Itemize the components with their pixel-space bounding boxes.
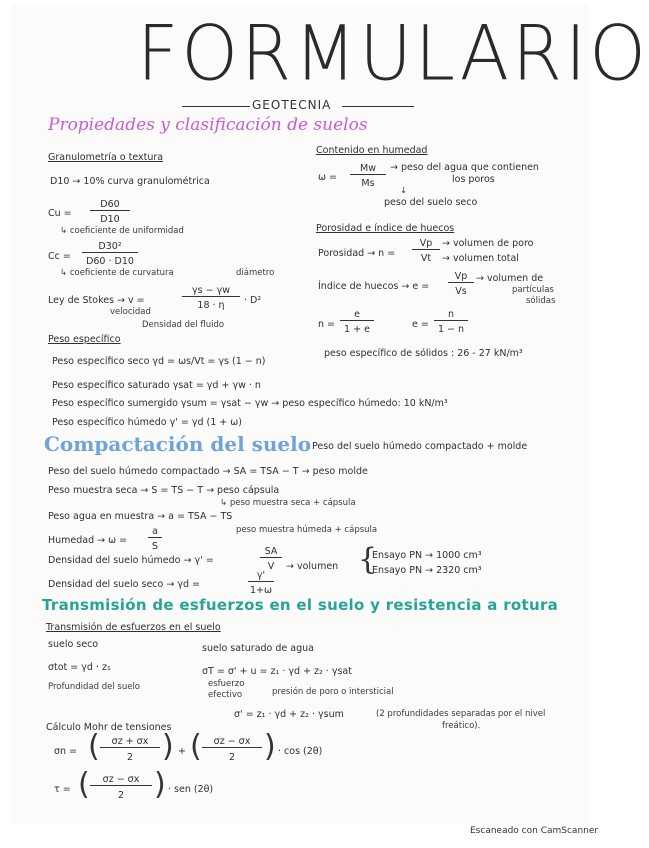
cc-denominator: D60 · D10 xyxy=(86,256,134,267)
unit-weight-label: Peso específico xyxy=(48,334,121,345)
cu-denominator: D10 xyxy=(100,214,120,225)
moisture-denominator: Ms xyxy=(361,178,375,189)
e-relation-symbol: e = xyxy=(412,319,429,330)
moisture-note-2: los poros xyxy=(452,174,495,185)
cc-note: ↳ coeficiente de curvatura xyxy=(60,268,174,278)
cu-note: ↳ coeficiente de uniformidad xyxy=(60,226,184,236)
n-relation-denominator: 1 + e xyxy=(344,324,370,335)
moisture-numerator: Mw xyxy=(350,163,386,175)
shear-stress-numerator: σz − σx xyxy=(90,774,152,786)
page-title: FORMULARIO xyxy=(137,8,649,98)
brace-icon: { xyxy=(358,542,378,577)
water-table-note-2: freático). xyxy=(442,721,481,731)
stokes-denominator: 18 · η xyxy=(197,300,225,311)
compacted-wet-weight: Peso del suelo húmedo compactado → SA = TSA − T → peso molde xyxy=(48,466,368,477)
void-ratio-symbol: Índice de huecos → e = xyxy=(318,281,430,292)
paren-close-2: ) xyxy=(264,729,276,764)
compaction-heading-note: Peso del suelo húmedo compactado + molde xyxy=(312,441,528,452)
cc-numerator: D30² xyxy=(82,241,138,253)
void-ratio-numerator: Vp xyxy=(448,271,474,283)
normal-stress-term1-denominator: 2 xyxy=(126,752,134,763)
cu-numerator: D60 xyxy=(90,199,130,211)
normal-stress-term2-numerator: σz − σx xyxy=(202,736,262,748)
moisture-note-3: peso del suelo seco xyxy=(384,197,478,208)
e-relation-numerator: n xyxy=(434,309,468,321)
wet-density-numerator: SA xyxy=(260,546,282,558)
porosity-denominator: Vt xyxy=(420,253,432,264)
page-subtitle: GEOTECNIA xyxy=(252,98,332,112)
effective-stress-note-2: efectivo xyxy=(208,690,243,700)
wet-density-label: Densidad del suelo húmedo → γ' = xyxy=(48,555,214,566)
subtitle-rule-left xyxy=(182,106,250,107)
dry-sample-weight: Peso muestra seca → S = TS − T → peso cápsula xyxy=(48,485,280,496)
porosity-note-1: → volumen de poro xyxy=(442,238,534,249)
dry-density-denominator: 1+ω xyxy=(250,585,272,596)
e-relation-denominator: 1 − n xyxy=(437,324,465,335)
paren-open-2: ( xyxy=(190,729,202,764)
submerged-unit-weight: Peso específico sumergido γsum = γsat − γw → peso específico húmedo: 10 kN/m³ xyxy=(52,398,448,409)
mohr-calc-label: Cálculo Mohr de tensiones xyxy=(46,722,172,733)
moist-unit-weight: Peso específico húmedo γ' = γd (1 + ω) xyxy=(52,417,242,428)
moisture-content-label: Humedad → ω = xyxy=(48,535,128,546)
saturated-soil-label: suelo saturado de agua xyxy=(202,643,314,654)
paren-close-1: ) xyxy=(162,729,174,764)
porosity-numerator: Vp xyxy=(412,238,440,250)
paren-close-3: ) xyxy=(154,767,166,802)
normal-stress-tail: · cos (2θ) xyxy=(278,746,323,757)
solids-unit-weight: peso específico de sólidos : 26 - 27 kN/m³ xyxy=(324,348,523,359)
shear-stress-denominator: 2 xyxy=(117,790,125,801)
diameter-note: diámetro xyxy=(236,268,275,278)
cc-label: Cc = xyxy=(48,251,71,262)
shear-stress-label: τ = xyxy=(54,784,71,795)
normal-stress-label: σn = xyxy=(54,746,78,757)
plus-sign: + xyxy=(178,746,186,757)
void-ratio-note-3: sólidas xyxy=(526,296,556,306)
fluid-density-note: Densidad del fluido xyxy=(142,320,225,330)
pn-test-1: Ensayo PN → 1000 cm³ xyxy=(372,550,482,561)
total-stress-saturated: σT = σ' + u = z₁ · γd + z₂ · γsat xyxy=(202,666,352,677)
stress-transmission-label: Transmisión de esfuerzos en el suelo xyxy=(46,622,221,633)
water-weight: Peso agua en muestra → a = TSA − TS xyxy=(48,511,233,522)
wet-sample-capsule-note: peso muestra húmeda + cápsula xyxy=(236,525,378,535)
total-stress-dry: σtot = γd · z₁ xyxy=(48,662,111,673)
saturated-unit-weight: Peso específico saturado γsat = γd + γw · n xyxy=(52,380,261,391)
cu-label: Cu = xyxy=(48,208,72,219)
n-relation-numerator: e xyxy=(340,309,374,321)
paren-open-3: ( xyxy=(78,767,90,802)
void-ratio-denominator: Vs xyxy=(455,286,467,297)
pn-test-2: Ensayo PN → 2320 cm³ xyxy=(372,565,482,576)
moisture-note-1: → peso del agua que contienen xyxy=(390,162,539,173)
dry-sample-capsule-note: ↳ peso muestra seca + cápsula xyxy=(220,498,356,508)
dry-density-numerator: γ' xyxy=(248,570,274,582)
effective-stress-formula: σ' = z₁ · γd + z₂ · γsum xyxy=(234,709,344,720)
granulometry-label: Granulometría o textura xyxy=(48,152,164,163)
d10-definition: D10 → 10% curva granulométrica xyxy=(50,176,210,187)
porosity-label: Porosidad e índice de huecos xyxy=(316,223,455,234)
effective-stress-note-1: esfuerzo xyxy=(208,679,245,689)
moisture-label: Contenido en humedad xyxy=(316,145,428,156)
moisture-symbol: ω = xyxy=(318,172,337,183)
volume-note: → volumen xyxy=(286,561,339,572)
subtitle-rule-right xyxy=(342,106,414,107)
void-ratio-note-2: partículas xyxy=(512,285,554,295)
normal-stress-term2-denominator: 2 xyxy=(228,752,236,763)
paren-open-1: ( xyxy=(88,729,100,764)
wet-density-denominator: V xyxy=(267,561,275,572)
porosity-symbol: Porosidad → n = xyxy=(318,248,396,259)
stokes-law-label: Ley de Stokes → v = xyxy=(48,295,145,306)
velocity-note: velocidad xyxy=(110,307,151,317)
moisture-content-numerator: a xyxy=(148,526,162,538)
scanned-page xyxy=(12,5,649,823)
section-heading-stress: Transmisión de esfuerzos en el suelo y resistencia a rotura xyxy=(42,596,559,614)
stokes-numerator: γs − γw xyxy=(182,285,240,297)
section-heading-properties: Propiedades y clasificación de suelos xyxy=(48,115,368,135)
shear-stress-tail: · sen (2θ) xyxy=(168,784,214,795)
water-table-note-1: (2 profundidades separadas por el nivel xyxy=(376,709,546,719)
section-heading-compaction: Compactación del suelo xyxy=(44,432,312,456)
stokes-tail: · D² xyxy=(244,295,262,306)
dry-soil-label: suelo seco xyxy=(48,639,99,650)
void-ratio-note-1: → volumen de xyxy=(476,273,544,284)
n-relation-symbol: n = xyxy=(318,319,336,330)
down-arrow-icon: ↓ xyxy=(400,186,408,196)
dry-unit-weight: Peso específico seco γd = ωs/Vt = γs (1 − n) xyxy=(52,356,266,367)
normal-stress-term1-numerator: σz + σx xyxy=(100,736,160,748)
dry-density-label: Densidad del suelo seco → γd = xyxy=(48,579,200,590)
depth-note: Profundidad del suelo xyxy=(48,682,141,692)
porosity-note-2: → volumen total xyxy=(442,253,519,264)
pore-pressure-note: presión de poro o intersticial xyxy=(272,687,394,697)
scanner-watermark: Escaneado con CamScanner xyxy=(470,826,599,836)
moisture-content-denominator: S xyxy=(151,541,159,552)
